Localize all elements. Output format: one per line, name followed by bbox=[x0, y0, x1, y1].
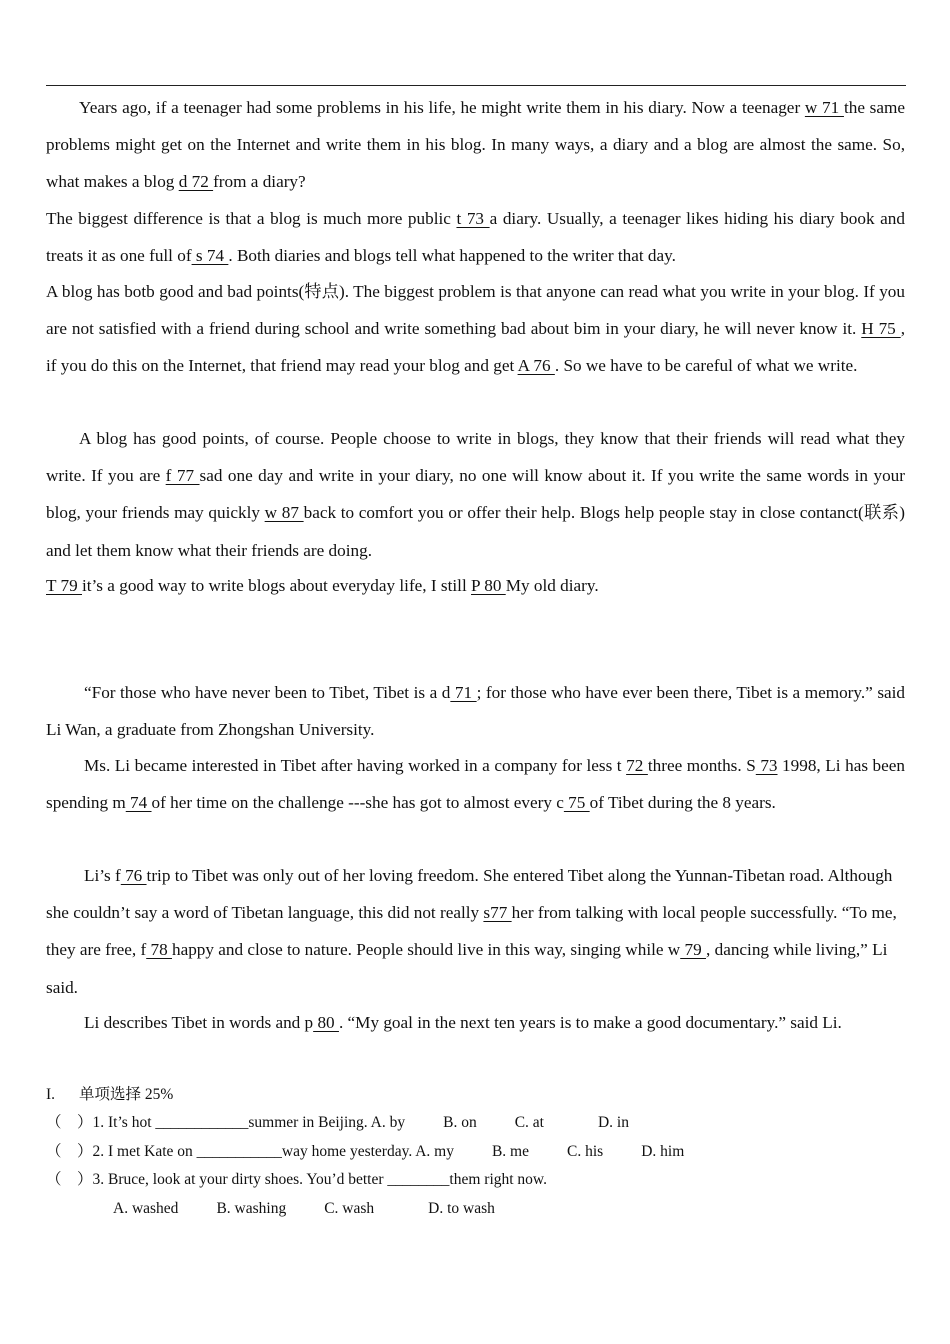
blank-79: 79 bbox=[680, 940, 706, 960]
option-b: B. on bbox=[443, 1114, 477, 1131]
top-rule bbox=[46, 85, 906, 86]
option-c: C. at bbox=[514, 1114, 544, 1131]
blank-71: 71 bbox=[450, 683, 477, 702]
passage1-paragraph4: A blog has good points, of course. People choose to write in blogs, they know that their friends will read what they write. If you are f 77 sad one day and write in your diary, no one will know about it. If you write the same words in your blog, your friends may quickly w 87 back to comfort you or offer their help. Blogs help people stay in close contanct(联系) and let them know what their friends are doing. bbox=[46, 429, 906, 560]
option-c: C. his bbox=[567, 1143, 604, 1160]
section-number: I. bbox=[46, 1086, 56, 1103]
blank-72: d 72 bbox=[178, 172, 214, 192]
section-heading bbox=[46, 1084, 173, 1106]
option-d: D. to wash bbox=[428, 1200, 495, 1217]
blank-71: w 71 bbox=[804, 98, 844, 117]
answer-paren: （ ） bbox=[46, 1114, 93, 1131]
question-text: 2. I met Kate on ___________way home yesterday. A. my bbox=[92, 1143, 454, 1160]
answer-paren: （ ） bbox=[46, 1143, 93, 1160]
blank-76: 76 bbox=[120, 866, 147, 885]
question-text: 1. It’s hot ____________summer in Beijing. A. by bbox=[92, 1114, 406, 1131]
option-b: B. washing bbox=[216, 1200, 287, 1217]
blank-75: H 75 bbox=[861, 319, 901, 339]
passage2-paragraph2: Ms. Li became interested in Tibet after having worked in a company for less t 72 three months. S 73 1998, Li has been spending m 74 of her time on the challenge ---she has got to almost every c 75 of Tibet during the 8 years. bbox=[46, 756, 905, 813]
blank-73: t 73 bbox=[456, 209, 490, 228]
blank-74: s 74 bbox=[191, 246, 229, 266]
passage2-paragraph4: Li describes Tibet in words and p 80 . “My goal in the next ten years is to make a good documentary.” said Li. bbox=[84, 1013, 842, 1032]
blank-79: T 79 bbox=[46, 576, 82, 595]
question-2 bbox=[46, 1141, 684, 1163]
question-text: 3. Bruce, look at your dirty shoes. You’d better ________them right now. bbox=[92, 1171, 547, 1188]
blank-77: s77 bbox=[483, 903, 512, 923]
option-c: C. wash bbox=[324, 1200, 375, 1217]
blank-75: 75 bbox=[563, 793, 590, 813]
passage1-paragraph2: The biggest difference is that a blog is much more public t 73 a diary. Usually, a teenager likes hiding his diary book and treats it as one full of s 74 . Both diaries and blogs tell what happened to the writer that day. bbox=[46, 209, 905, 266]
passage1-paragraph5: T 79 it’s a good way to write blogs about everyday life, I still P 80 My old diary. bbox=[46, 576, 599, 595]
passage1-paragraph1: Years ago, if a teenager had some problems in his life, he might write them in his diary. Now a teenager w 71 the same problems might get on the Internet and write them in his blog. In many ways, a diary and a blog are almost the same. So, what makes a blog d 72 from a diary? bbox=[46, 98, 905, 192]
blank-80: 80 bbox=[313, 1013, 339, 1032]
blank-87: w 87 bbox=[264, 503, 304, 523]
blank-73: 73 bbox=[755, 756, 778, 775]
blank-80: P 80 bbox=[471, 576, 506, 595]
question-3 bbox=[46, 1169, 547, 1191]
option-d: D. in bbox=[597, 1114, 629, 1131]
question-1 bbox=[46, 1112, 629, 1134]
section-title: 单项选择 25% bbox=[79, 1086, 174, 1103]
blank-78: 78 bbox=[146, 940, 172, 960]
option-b: B. me bbox=[491, 1143, 529, 1160]
question-3-options bbox=[113, 1198, 495, 1220]
blank-72: 72 bbox=[626, 756, 648, 775]
passage1-paragraph3: A blog has botb good and bad points(特点). The biggest problem is that anyone can read what you write in your blog. If you are not satisfied with a friend during school and write something bad about bim in your diary, he will never know it. H 75 , if you do this on the Internet, that friend may read your blog and get A 76 . So we have to be careful of what we write. bbox=[46, 282, 905, 376]
blank-76: A 76 bbox=[517, 356, 555, 376]
passage2-paragraph1: “For those who have never been to Tibet, Tibet is a d 71 ; for those who have ever been there, Tibet is a memory.” said Li Wan, a graduate from Zhongshan University. bbox=[46, 683, 906, 740]
option-a: A. washed bbox=[113, 1200, 179, 1217]
blank-77: f 77 bbox=[165, 466, 200, 486]
passage2-paragraph3: Li’s f 76 trip to Tibet was only out of her loving freedom. She entered Tibet along the Yunnan-Tibetan road. Although she couldn’t say a word of Tibetan language, this did not really s77 her from talking with local people successfully. “To me, they are free, f 78 happy and close to nature. People should live in this way, singing while w 79 , dancing while living,” Li said. bbox=[46, 866, 897, 997]
answer-paren: （ ） bbox=[46, 1171, 93, 1188]
option-d: D. him bbox=[641, 1143, 685, 1160]
blank-74: 74 bbox=[125, 793, 152, 813]
